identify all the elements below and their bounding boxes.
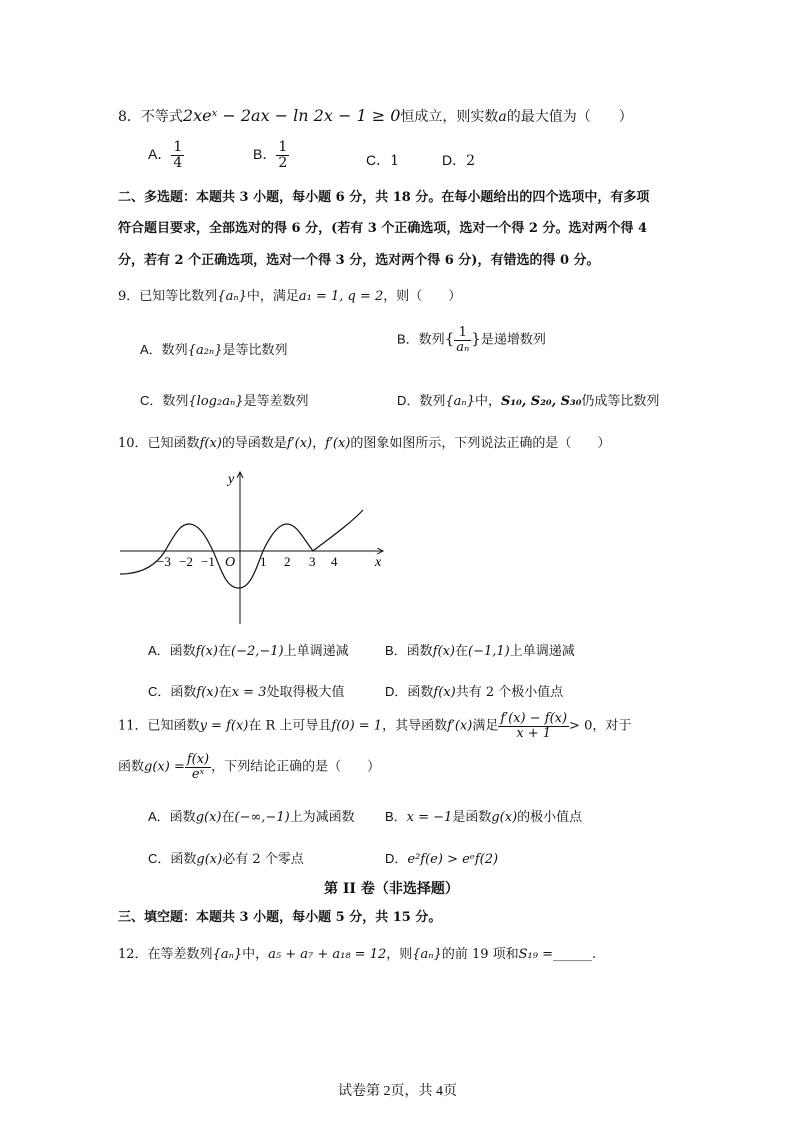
q10-option-d: D．函数f(x)共有 2 个极小值点 (385, 684, 564, 700)
derivative-curve (120, 510, 363, 588)
q11-stem-line-1: 11．已知函数y = f(x)在 R 上可导且f(0) = 1，其导函数f′(x)满足 $\frac{f'(x) - f(x)}{x + 1}$ > 0，对于 (118, 711, 632, 741)
page-footer: 试卷第 2页，共 4页 (338, 1084, 457, 1099)
tick-neg3: −3 (157, 554, 171, 569)
q11-option-a: A．函数g(x)在(−∞,−1)上为减函数 (148, 809, 355, 825)
y-axis-label: y (228, 472, 235, 487)
q9-option-b: B．数列{ $\frac{1}{\text{aₙ}}$ }是递增数列 (397, 325, 546, 355)
q12-stem: 12．在等差数列{aₙ}中，a₅ + a₇ + a₁₈ = 12，则{aₙ}的前 19 项和S₁₉ =______. (118, 947, 597, 962)
q8-stem: 8．不等式2xeˣ − 2ax − ln 2x − 1 ≥ 0恒成立，则实数a的最大值为（ ） (118, 106, 633, 125)
q9-stem: 9．已知等比数列{aₙ}中，满足a₁ = 1, q = 2，则（ ） (118, 289, 462, 304)
q11-option-d: D．e²f(e) > eᵉf(2) (385, 851, 499, 867)
part2-title: 第 II 卷（非选择题） (324, 881, 459, 897)
derivative-graph (115, 462, 395, 630)
section2-line-2: 符合题目要求，全部选对的得 6 分，(若有 3 个正确选项，选对一个得 2 分。选对两个得 4 (118, 221, 648, 236)
q11-option-b: B．x = −1是函数g(x)的极小值点 (385, 809, 583, 825)
section3-heading: 三、填空题：本题共 3 小题，每小题 5 分，共 15 分。 (118, 910, 442, 925)
origin-label: O (225, 555, 236, 570)
option-d: D．2 (442, 152, 476, 169)
section2-line-3: 分，若有 2 个正确选项，选对一个得 3 分，选对两个得 6 分)，有错选的得 0 分。 (118, 253, 600, 268)
question-number: 11． (118, 718, 148, 734)
q10-option-c: C．函数f(x)在x = 3处取得极大值 (148, 684, 345, 700)
q11-stem-line-2: 函数g(x) = $\frac{f(x)}{\text{eˣ}}$ ，下列结论正确的是（ ） (118, 752, 381, 782)
question-number: 12． (118, 947, 148, 962)
math-inequality: 2xeˣ − 2ax − ln 2x − 1 ≥ 0 (182, 106, 401, 125)
q9-option-a: A．数列{a₂ₙ}是等比数列 (140, 342, 288, 358)
tick-4: 4 (331, 554, 338, 569)
option-c: C．1 (366, 152, 400, 169)
q10-option-b: B．函数f(x)在(−1,1)上单调递减 (385, 643, 575, 659)
question-number: 9． (118, 289, 140, 304)
option-a: A． $\frac{1}{4}$ (148, 139, 183, 171)
tick-1: 1 (260, 554, 267, 569)
q11-option-c: C．函数g(x)必有 2 个零点 (148, 851, 304, 867)
answer-blank[interactable]: ______ (553, 947, 593, 962)
question-number: 10． (118, 436, 148, 451)
tick-3: 3 (309, 554, 316, 569)
tick-neg1: −1 (201, 554, 215, 569)
section2-line-1: 二、多选题：本题共 3 小题，每小题 6 分，共 18 分。在每小题给出的四个选项中，有多项 (118, 190, 650, 205)
q9-option-c: C．数列{log₂aₙ}是等差数列 (140, 393, 309, 409)
question-number: 8． (118, 109, 141, 125)
q9-option-d: D．数列{aₙ}中，S₁₀, S₂₀, S₃₀仍成等比数列 (397, 393, 660, 409)
option-b: B． $\frac{1}{2}$ (253, 139, 288, 171)
tick-2: 2 (284, 554, 291, 569)
tick-neg2: −2 (179, 554, 193, 569)
x-axis-label: x (375, 555, 382, 570)
q10-option-a: A．函数f(x)在(−2,−1)上单调递减 (148, 643, 349, 659)
q10-stem: 10．已知函数f(x)的导函数是f′(x)，f′(x)的图象如图所示，下列说法正确的是（ ） (118, 436, 611, 451)
